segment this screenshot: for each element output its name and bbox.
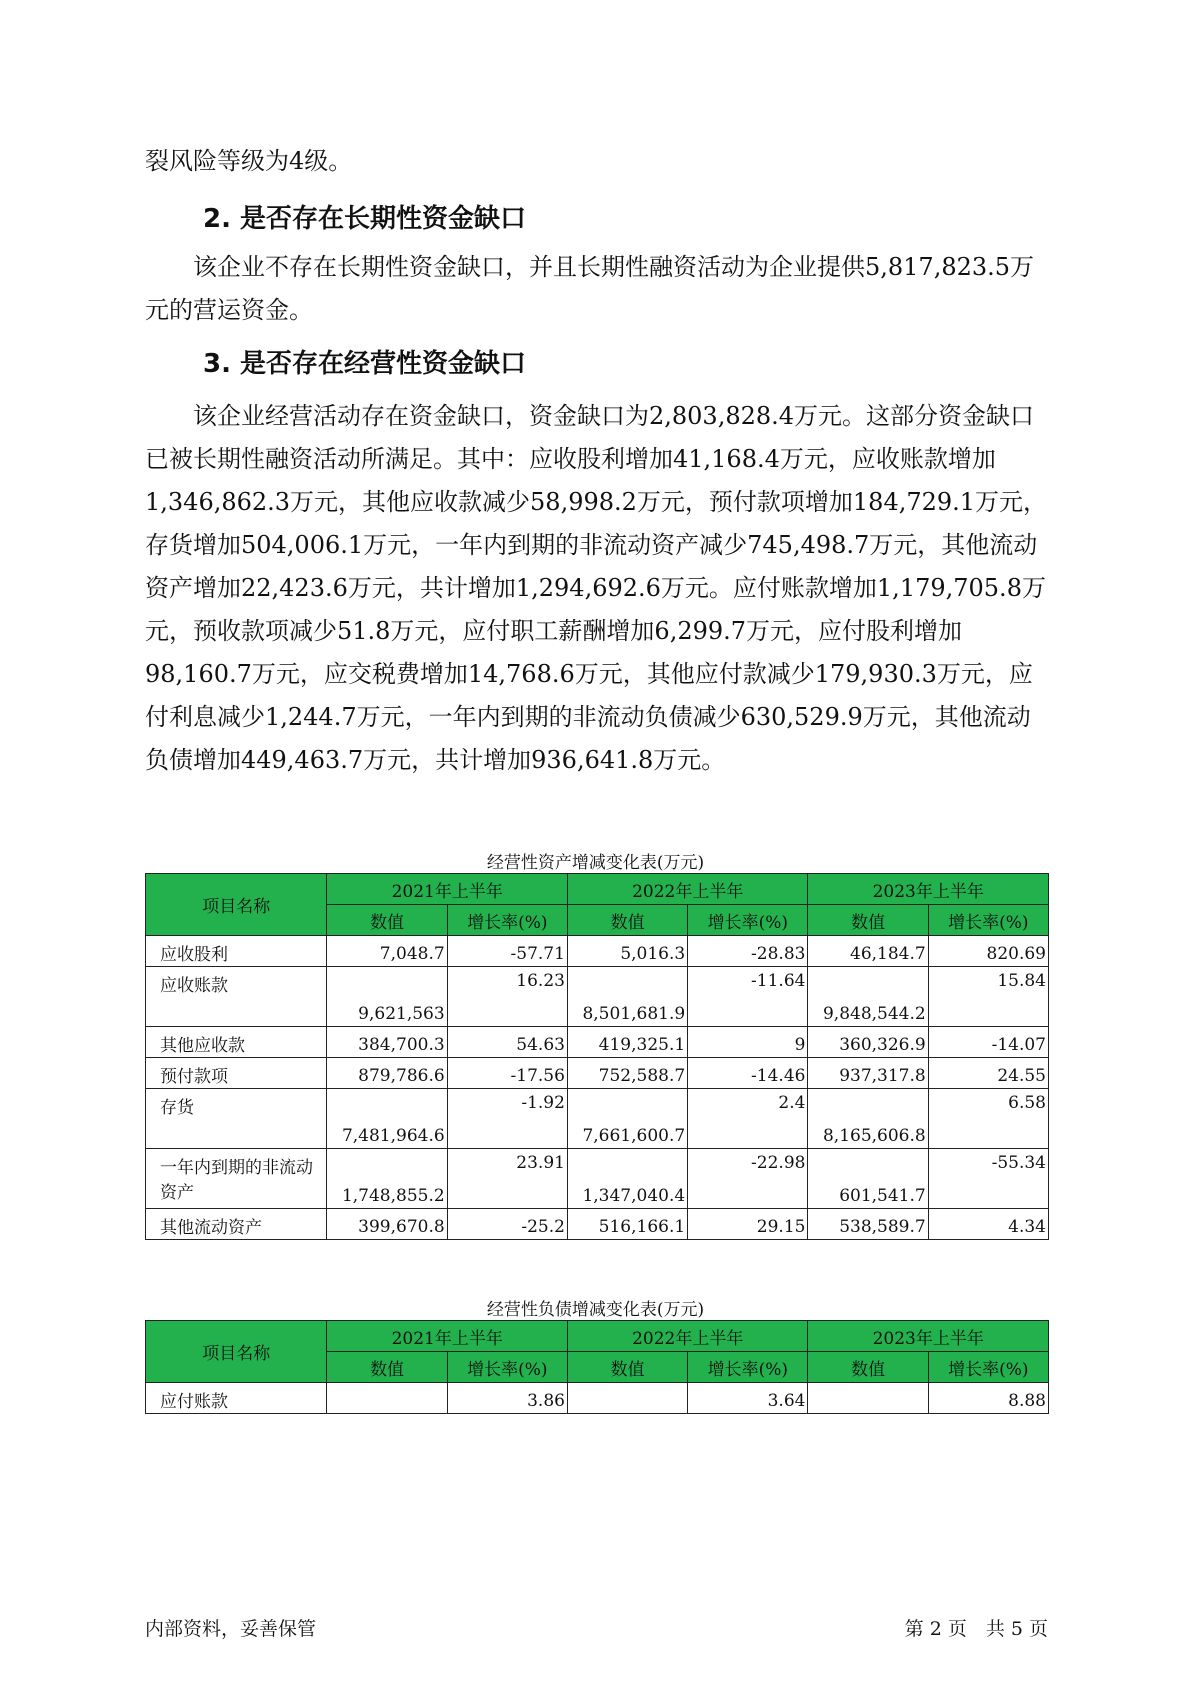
- header-period-2021: 2021年上半年: [327, 1321, 568, 1352]
- row-item-name: 应收账款: [146, 967, 327, 1027]
- value-cell: 516,166.1: [567, 1209, 687, 1240]
- value-cell: 538,589.7: [808, 1209, 928, 1240]
- row-item-name: 一年内到期的非流动资产: [146, 1149, 327, 1209]
- growth-rate-cell: 3.64: [688, 1383, 808, 1414]
- value-cell: 9,848,544.2: [808, 967, 928, 1027]
- footer-page-number: 第 2 页 共 5 页: [904, 1618, 1048, 1640]
- liabilities-table-caption: 经营性负债增减变化表(万元): [486, 1300, 705, 1320]
- growth-rate-cell: -57.71: [447, 936, 567, 967]
- assets-table-caption: 经营性资产增减变化表(万元): [486, 853, 705, 873]
- header-growth-rate: 增长率(%): [688, 1352, 808, 1383]
- growth-rate-cell: 2.4: [688, 1089, 808, 1149]
- header-value: 数值: [808, 905, 928, 936]
- growth-rate-cell: 4.34: [928, 1209, 1048, 1240]
- header-period-2022: 2022年上半年: [567, 1321, 808, 1352]
- growth-rate-cell: 3.86: [447, 1383, 567, 1414]
- header-value: 数值: [327, 905, 447, 936]
- row-item-name: 应收股利: [146, 936, 327, 967]
- growth-rate-cell: 23.91: [447, 1149, 567, 1209]
- table-row: [146, 1027, 1049, 1058]
- value-cell: 1,748,855.2: [327, 1149, 447, 1209]
- header-item-name: 项目名称: [146, 1321, 327, 1383]
- table-row: [146, 1058, 1049, 1089]
- header-growth-rate: 增长率(%): [447, 1352, 567, 1383]
- value-cell: [327, 1383, 447, 1414]
- growth-rate-cell: 820.69: [928, 936, 1048, 967]
- header-item-name: 项目名称: [146, 874, 327, 936]
- header-value: 数值: [808, 1352, 928, 1383]
- growth-rate-cell: -1.92: [447, 1089, 567, 1149]
- header-growth-rate: 增长率(%): [928, 905, 1048, 936]
- value-cell: [567, 1383, 687, 1414]
- row-item-name: 其他应收款: [146, 1027, 327, 1058]
- growth-rate-cell: 8.88: [928, 1383, 1048, 1414]
- value-cell: 8,501,681.9: [567, 967, 687, 1027]
- section-heading-operating-gap: 3. 是否存在经营性资金缺口: [203, 349, 527, 379]
- value-cell: 7,481,964.6: [327, 1089, 447, 1149]
- paragraph-risk-level: 裂风险等级为4级。: [145, 147, 353, 175]
- value-cell: 1,347,040.4: [567, 1149, 687, 1209]
- value-cell: 601,541.7: [808, 1149, 928, 1209]
- value-cell: 5,016.3: [567, 936, 687, 967]
- growth-rate-cell: -22.98: [688, 1149, 808, 1209]
- table-row: [146, 967, 1049, 1027]
- growth-rate-cell: -14.07: [928, 1027, 1048, 1058]
- table-row: [146, 1089, 1049, 1149]
- row-item-name: 存货: [146, 1089, 327, 1149]
- table-row: [146, 1383, 1049, 1414]
- growth-rate-cell: -25.2: [447, 1209, 567, 1240]
- row-item-name: 其他流动资产: [146, 1209, 327, 1240]
- value-cell: 384,700.3: [327, 1027, 447, 1058]
- header-growth-rate: 增长率(%): [928, 1352, 1048, 1383]
- growth-rate-cell: -11.64: [688, 967, 808, 1027]
- value-cell: 937,317.8: [808, 1058, 928, 1089]
- value-cell: [808, 1383, 928, 1414]
- value-cell: 419,325.1: [567, 1027, 687, 1058]
- value-cell: 9,621,563: [327, 967, 447, 1027]
- header-value: 数值: [567, 905, 687, 936]
- header-value: 数值: [567, 1352, 687, 1383]
- header-value: 数值: [327, 1352, 447, 1383]
- growth-rate-cell: 54.63: [447, 1027, 567, 1058]
- paragraph-operating-gap: 该企业经营活动存在资金缺口，资金缺口为2,803,828.4万元。这部分资金缺口已被长期性融资活动所满足。其中：应收股利增加41,168.4万元，应收账款增加1,346,862.3万元，其他应收款减少58,998.2万元，预付款项增加184,729.1万元，存货增加504,006.1万元，一年内到期的非流动资产减少745,498.7万元，其他流动资产增加22,423.6万元，共计增加1,294,692.6万元。应付账款增加1,179,705.8万元，预收款项减少51.8万元，应付职工薪酬增加6,299.7万元，应付股利增加98,160.7万元，应交税费增加14,768.6万元，其他应付款减少179,930.3万元，应付利息减少1,244.7万元，一年内到期的非流动负债减少630,529.9万元，其他流动负债增加449,463.7万元，共计增加936,641.8万元。: [145, 402, 1048, 774]
- growth-rate-cell: -28.83: [688, 936, 808, 967]
- value-cell: 8,165,606.8: [808, 1089, 928, 1149]
- header-growth-rate: 增长率(%): [447, 905, 567, 936]
- growth-rate-cell: 9: [688, 1027, 808, 1058]
- footer-confidential-note: 内部资料，妥善保管: [145, 1618, 317, 1640]
- value-cell: 752,588.7: [567, 1058, 687, 1089]
- liabilities-change-table: [145, 1320, 1049, 1414]
- growth-rate-cell: 15.84: [928, 967, 1048, 1027]
- growth-rate-cell: -14.46: [688, 1058, 808, 1089]
- value-cell: 399,670.8: [327, 1209, 447, 1240]
- paragraph-long-term-gap: 该企业不存在长期性资金缺口，并且长期性融资活动为企业提供5,817,823.5万元的营运资金。: [145, 253, 1035, 324]
- header-period-2022: 2022年上半年: [567, 874, 808, 905]
- header-period-2023: 2023年上半年: [808, 1321, 1049, 1352]
- growth-rate-cell: 6.58: [928, 1089, 1048, 1149]
- value-cell: 46,184.7: [808, 936, 928, 967]
- growth-rate-cell: 29.15: [688, 1209, 808, 1240]
- value-cell: 7,048.7: [327, 936, 447, 967]
- table-row: [146, 1149, 1049, 1209]
- growth-rate-cell: -17.56: [447, 1058, 567, 1089]
- assets-change-table: [145, 873, 1049, 1240]
- row-item-name: 应付账款: [146, 1383, 327, 1414]
- row-item-name: 预付款项: [146, 1058, 327, 1089]
- growth-rate-cell: 16.23: [447, 967, 567, 1027]
- value-cell: 360,326.9: [808, 1027, 928, 1058]
- value-cell: 879,786.6: [327, 1058, 447, 1089]
- section-heading-long-term-gap: 2. 是否存在长期性资金缺口: [203, 204, 527, 234]
- growth-rate-cell: 24.55: [928, 1058, 1048, 1089]
- header-period-2021: 2021年上半年: [327, 874, 568, 905]
- growth-rate-cell: -55.34: [928, 1149, 1048, 1209]
- value-cell: 7,661,600.7: [567, 1089, 687, 1149]
- table-row: [146, 1209, 1049, 1240]
- header-period-2023: 2023年上半年: [808, 874, 1049, 905]
- table-row: [146, 936, 1049, 967]
- header-growth-rate: 增长率(%): [688, 905, 808, 936]
